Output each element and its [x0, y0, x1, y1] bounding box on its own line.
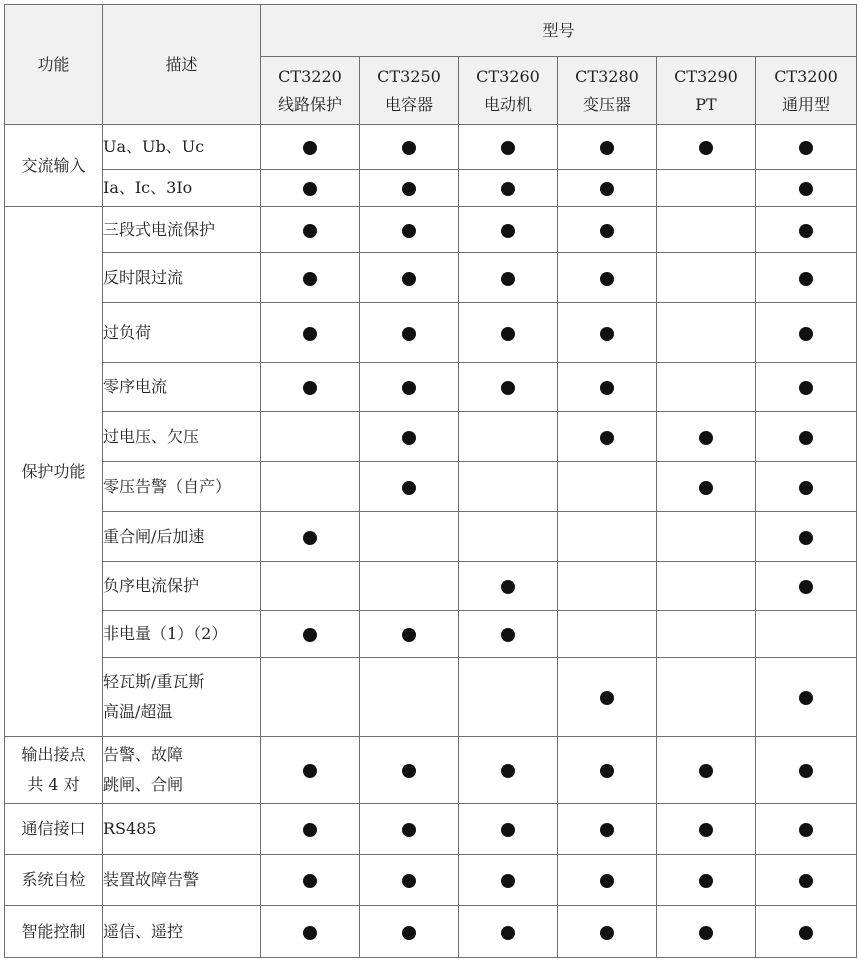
feature-cell [459, 462, 558, 512]
supported-dot-icon [799, 182, 813, 196]
header-description: 描述 [103, 5, 261, 125]
feature-cell [261, 512, 360, 562]
supported-dot-icon [303, 874, 317, 888]
feature-cell [360, 737, 459, 804]
supported-dot-icon [799, 327, 813, 341]
feature-cell [657, 611, 756, 658]
feature-cell [459, 658, 558, 737]
supported-dot-icon [501, 926, 515, 940]
supported-dot-icon [501, 272, 515, 286]
feature-cell [459, 512, 558, 562]
feature-cell [459, 804, 558, 855]
feature-cell [459, 562, 558, 611]
table-row [5, 855, 857, 906]
row-description-line: 轻瓦斯/重瓦斯 [103, 672, 205, 691]
supported-dot-icon [303, 381, 317, 395]
supported-dot-icon [402, 381, 416, 395]
feature-cell [756, 562, 857, 611]
row-description [103, 737, 261, 804]
model-header [459, 57, 558, 125]
feature-cell [756, 170, 857, 207]
feature-cell [360, 170, 459, 207]
feature-cell [459, 303, 558, 363]
feature-cell [360, 855, 459, 906]
supported-dot-icon [303, 327, 317, 341]
row-description-line: 跳闸、合闸 [103, 775, 184, 794]
feature-cell [756, 303, 857, 363]
table-row [5, 170, 857, 207]
supported-dot-icon [402, 431, 416, 445]
model-header [261, 57, 360, 125]
feature-cell [657, 562, 756, 611]
supported-dot-icon [402, 874, 416, 888]
table-row [5, 303, 857, 363]
row-description: 重合闸/后加速 [103, 512, 261, 562]
supported-dot-icon [699, 141, 713, 155]
supported-dot-icon [799, 823, 813, 837]
feature-cell [558, 303, 657, 363]
feature-cell [261, 462, 360, 512]
feature-cell [756, 804, 857, 855]
supported-dot-icon [799, 926, 813, 940]
model-header [360, 57, 459, 125]
row-description: Ia、Ic、3Io [103, 170, 261, 207]
feature-cell [360, 253, 459, 303]
supported-dot-icon [699, 823, 713, 837]
row-description-line: 高温/超温 [103, 702, 173, 721]
supported-dot-icon [501, 381, 515, 395]
model-code: CT3200 [774, 66, 838, 86]
supported-dot-icon [600, 182, 614, 196]
supported-dot-icon [799, 381, 813, 395]
feature-cell [657, 737, 756, 804]
feature-cell [657, 512, 756, 562]
model-name: 电动机 [483, 94, 532, 114]
table-row [5, 512, 857, 562]
feature-cell [360, 363, 459, 412]
row-description: 零压告警（自产） [103, 462, 261, 512]
feature-cell [261, 207, 360, 253]
supported-dot-icon [600, 764, 614, 778]
group-selfcheck: 系统自检 [5, 855, 103, 906]
supported-dot-icon [799, 481, 813, 495]
supported-dot-icon [402, 182, 416, 196]
table-row [5, 804, 857, 855]
row-description: 非电量（1）（2） [103, 611, 261, 658]
feature-cell [558, 906, 657, 958]
feature-cell [261, 412, 360, 462]
feature-cell [558, 412, 657, 462]
feature-cell [459, 611, 558, 658]
feature-cell [360, 562, 459, 611]
row-description: 遥信、遥控 [103, 906, 261, 958]
feature-cell [459, 125, 558, 170]
model-code: CT3290 [674, 66, 738, 86]
supported-dot-icon [402, 481, 416, 495]
table-row [5, 125, 857, 170]
supported-dot-icon [303, 141, 317, 155]
row-description: 三段式电流保护 [103, 207, 261, 253]
feature-cell [756, 512, 857, 562]
supported-dot-icon [600, 691, 614, 705]
row-description: 装置故障告警 [103, 855, 261, 906]
feature-cell [657, 658, 756, 737]
feature-cell [558, 253, 657, 303]
feature-cell [261, 253, 360, 303]
feature-cell [657, 412, 756, 462]
row-description: 零序电流 [103, 363, 261, 412]
supported-dot-icon [501, 580, 515, 594]
row-description: Ua、Ub、Uc [103, 125, 261, 170]
table-row [5, 611, 857, 658]
feature-cell [756, 906, 857, 958]
header-function: 功能 [5, 5, 103, 125]
model-feature-table [4, 4, 857, 958]
supported-dot-icon [303, 628, 317, 642]
feature-cell [756, 253, 857, 303]
feature-cell [360, 207, 459, 253]
row-description: 过负荷 [103, 303, 261, 363]
feature-cell [261, 562, 360, 611]
supported-dot-icon [600, 431, 614, 445]
supported-dot-icon [402, 926, 416, 940]
supported-dot-icon [799, 580, 813, 594]
feature-cell [657, 303, 756, 363]
supported-dot-icon [799, 224, 813, 238]
supported-dot-icon [402, 224, 416, 238]
feature-cell [657, 363, 756, 412]
model-header [558, 57, 657, 125]
feature-cell [657, 207, 756, 253]
feature-cell [360, 303, 459, 363]
feature-cell [261, 303, 360, 363]
supported-dot-icon [600, 141, 614, 155]
row-description: RS485 [103, 804, 261, 855]
feature-cell [459, 855, 558, 906]
table-row [5, 253, 857, 303]
table-row [5, 562, 857, 611]
model-header [657, 57, 756, 125]
feature-cell [756, 611, 857, 658]
feature-cell [360, 906, 459, 958]
table-row [5, 658, 857, 737]
supported-dot-icon [799, 431, 813, 445]
supported-dot-icon [501, 823, 515, 837]
supported-dot-icon [501, 182, 515, 196]
supported-dot-icon [799, 141, 813, 155]
feature-cell [657, 462, 756, 512]
supported-dot-icon [699, 431, 713, 445]
feature-cell [657, 170, 756, 207]
supported-dot-icon [501, 874, 515, 888]
supported-dot-icon [799, 691, 813, 705]
feature-cell [261, 855, 360, 906]
feature-cell [360, 412, 459, 462]
feature-cell [360, 611, 459, 658]
model-name: 线路保护 [277, 94, 342, 114]
supported-dot-icon [402, 272, 416, 286]
feature-cell [261, 125, 360, 170]
supported-dot-icon [699, 926, 713, 940]
feature-cell [261, 611, 360, 658]
row-description: 反时限过流 [103, 253, 261, 303]
feature-cell [558, 125, 657, 170]
group-output-line: 输出接点 [21, 745, 86, 764]
group-output-line: 共 4 对 [27, 775, 80, 794]
feature-cell [756, 363, 857, 412]
feature-cell [360, 462, 459, 512]
feature-cell [459, 363, 558, 412]
feature-cell [558, 804, 657, 855]
table-row [5, 412, 857, 462]
supported-dot-icon [501, 764, 515, 778]
supported-dot-icon [600, 381, 614, 395]
feature-cell [657, 906, 756, 958]
row-description: 负序电流保护 [103, 562, 261, 611]
supported-dot-icon [699, 481, 713, 495]
supported-dot-icon [303, 224, 317, 238]
row-description [103, 658, 261, 737]
feature-cell [558, 170, 657, 207]
feature-cell [360, 512, 459, 562]
supported-dot-icon [303, 926, 317, 940]
feature-cell [261, 906, 360, 958]
model-code: CT3250 [377, 66, 441, 86]
supported-dot-icon [303, 764, 317, 778]
feature-cell [261, 658, 360, 737]
model-name: PT [695, 94, 717, 114]
feature-cell [459, 412, 558, 462]
table-row [5, 737, 857, 804]
feature-cell [756, 658, 857, 737]
supported-dot-icon [799, 272, 813, 286]
feature-cell [657, 125, 756, 170]
feature-cell [261, 170, 360, 207]
model-header [756, 57, 857, 125]
feature-cell [558, 363, 657, 412]
model-name: 电容器 [384, 94, 433, 114]
supported-dot-icon [799, 764, 813, 778]
feature-cell [558, 462, 657, 512]
feature-cell [261, 737, 360, 804]
feature-cell [558, 855, 657, 906]
group-output [5, 737, 103, 804]
supported-dot-icon [501, 141, 515, 155]
model-name: 通用型 [782, 94, 831, 114]
group-comm: 通信接口 [5, 804, 103, 855]
header-models: 型号 [261, 5, 857, 57]
model-code: CT3260 [476, 66, 540, 86]
feature-cell [360, 804, 459, 855]
supported-dot-icon [600, 224, 614, 238]
feature-cell [756, 125, 857, 170]
table-row [5, 906, 857, 958]
group-protection: 保护功能 [5, 207, 103, 737]
feature-cell [459, 170, 558, 207]
group-ac-input: 交流输入 [5, 125, 103, 207]
supported-dot-icon [501, 224, 515, 238]
row-description: 过电压、欠压 [103, 412, 261, 462]
feature-cell [459, 207, 558, 253]
feature-cell [558, 207, 657, 253]
feature-cell [558, 737, 657, 804]
model-code: CT3280 [575, 66, 639, 86]
supported-dot-icon [600, 874, 614, 888]
feature-cell [360, 125, 459, 170]
supported-dot-icon [699, 764, 713, 778]
supported-dot-icon [402, 327, 416, 341]
feature-cell [558, 512, 657, 562]
supported-dot-icon [402, 764, 416, 778]
supported-dot-icon [303, 182, 317, 196]
supported-dot-icon [402, 141, 416, 155]
feature-cell [558, 611, 657, 658]
supported-dot-icon [799, 874, 813, 888]
supported-dot-icon [303, 531, 317, 545]
supported-dot-icon [402, 823, 416, 837]
table-row [5, 462, 857, 512]
feature-cell [558, 562, 657, 611]
model-code: CT3220 [278, 66, 342, 86]
feature-cell [657, 804, 756, 855]
supported-dot-icon [303, 272, 317, 286]
supported-dot-icon [600, 272, 614, 286]
feature-cell [756, 462, 857, 512]
feature-cell [261, 804, 360, 855]
table-row [5, 363, 857, 412]
feature-cell [657, 253, 756, 303]
supported-dot-icon [303, 823, 317, 837]
feature-cell [459, 906, 558, 958]
supported-dot-icon [501, 327, 515, 341]
supported-dot-icon [402, 628, 416, 642]
row-description-line: 告警、故障 [103, 745, 184, 764]
feature-cell [558, 658, 657, 737]
feature-cell [756, 412, 857, 462]
supported-dot-icon [699, 874, 713, 888]
feature-cell [756, 207, 857, 253]
feature-cell [360, 658, 459, 737]
model-name: 变压器 [582, 94, 631, 114]
feature-cell [459, 253, 558, 303]
supported-dot-icon [600, 926, 614, 940]
supported-dot-icon [501, 628, 515, 642]
supported-dot-icon [600, 327, 614, 341]
supported-dot-icon [799, 531, 813, 545]
table-row [5, 207, 857, 253]
feature-cell [756, 737, 857, 804]
group-smart: 智能控制 [5, 906, 103, 958]
supported-dot-icon [600, 823, 614, 837]
feature-cell [261, 363, 360, 412]
feature-cell [657, 855, 756, 906]
feature-cell [756, 855, 857, 906]
feature-cell [459, 737, 558, 804]
